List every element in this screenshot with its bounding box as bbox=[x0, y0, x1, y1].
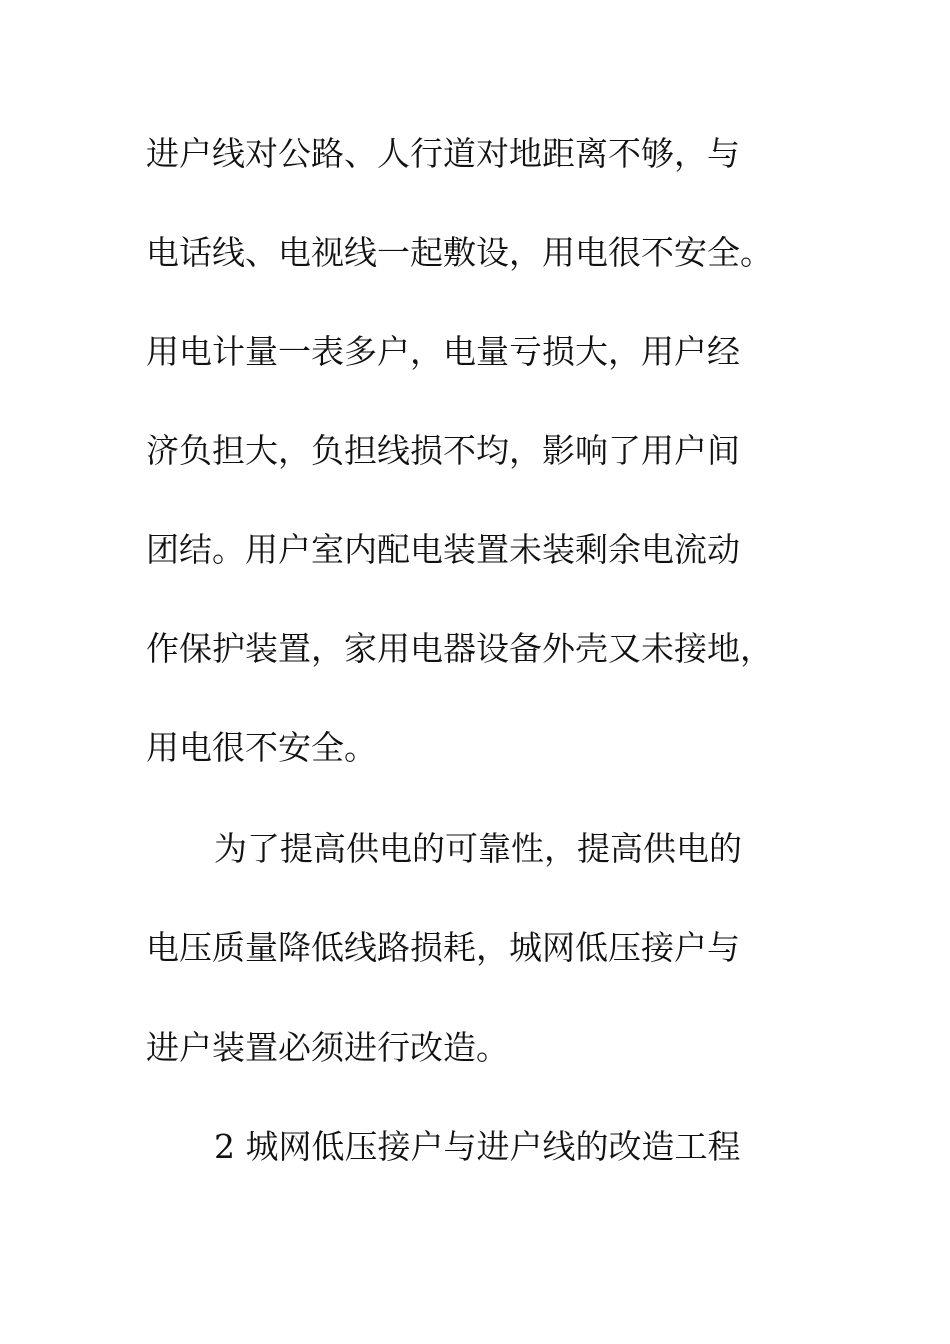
text-line: 电压质量降低线路损耗，城网低压接户与 bbox=[146, 928, 740, 967]
text-line: 团结。用户室内配电装置未装剩余电流动 bbox=[146, 530, 740, 569]
text-line: 用电很不安全。 bbox=[146, 728, 377, 767]
text-line: 进户装置必须进行改造。 bbox=[146, 1028, 509, 1067]
text-line: 作保护装置，家用电器设备外壳又未接地， bbox=[146, 629, 773, 668]
section-heading: 2 城网低压接户与进户线的改造工程 bbox=[214, 1127, 741, 1166]
text-line: 用电计量一表多户，电量亏损大，用户经 bbox=[146, 332, 740, 371]
text-line: 电话线、电视线一起敷设，用电很不安全。 bbox=[146, 233, 773, 272]
text-line: 进户线对公路、人行道对地距离不够，与 bbox=[146, 134, 740, 173]
paragraph-first-line: 为了提高供电的可靠性，提高供电的 bbox=[214, 829, 742, 868]
text-line: 济负担大，负担线损不均，影响了用户间 bbox=[146, 431, 740, 470]
